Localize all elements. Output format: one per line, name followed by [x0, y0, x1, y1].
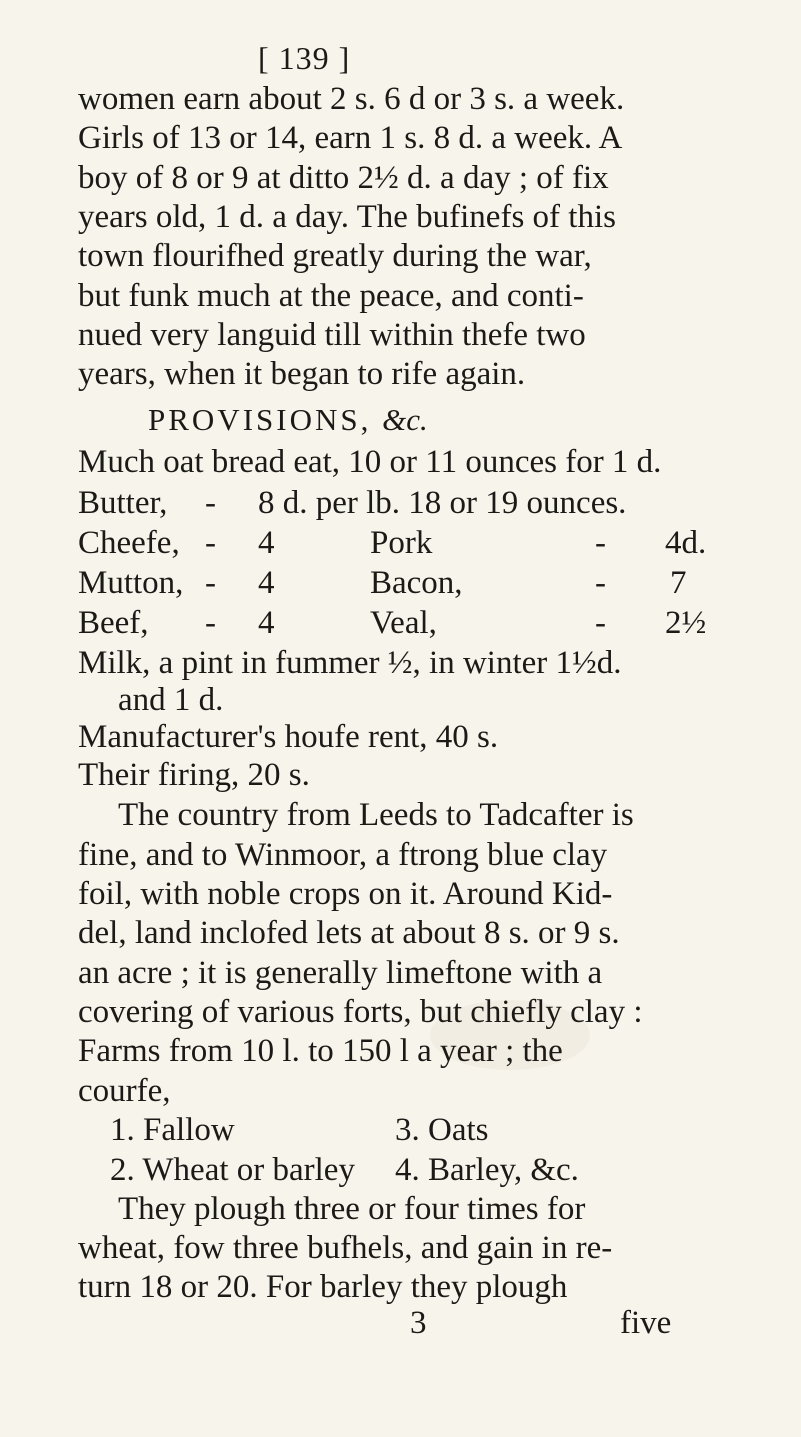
text-line: turn 18 or 20. For barley they plough [78, 1269, 568, 1305]
text-line: women earn about 2 s. 6 d or 3 s. a week. [78, 81, 625, 117]
text-line: but funk much at the peace, and conti- [78, 278, 584, 314]
text-line: Much oat bread eat, 10 or 11 ounces for 1 d. [78, 444, 662, 480]
text-line: town flourifhed greatly during the war, [78, 238, 592, 274]
price-dash: - [595, 525, 606, 561]
course-item: 3. Oats [395, 1112, 489, 1148]
price-value: 2½ [665, 605, 707, 641]
price-dash: - [205, 525, 216, 561]
page-footer [410, 1303, 671, 1343]
text-line: Their firing, 20 s. [78, 757, 310, 793]
text-line: They plough three or four times for [118, 1191, 586, 1227]
text-line: nued very languid till within thefe two [78, 317, 586, 353]
text-line: Girls of 13 or 14, earn 1 s. 8 d. a week. A [78, 120, 623, 156]
course-item: 2. Wheat or barley [110, 1152, 355, 1188]
price-dash: - [205, 565, 216, 601]
text-line: fine, and to Winmoor, a ftrong blue clay [78, 837, 608, 873]
heading-text: PROVISIONS, [148, 402, 372, 437]
section-heading [148, 400, 428, 440]
price-item: Mutton, [78, 565, 184, 601]
heading-etc: &c. [382, 402, 428, 437]
price-value: 4d. [665, 525, 707, 561]
course-item: 4. Barley, &c. [395, 1152, 579, 1188]
course-item: 1. Fallow [110, 1112, 235, 1148]
price-value: 8 d. per lb. 18 or 19 ounces. [258, 485, 627, 521]
price-value: 4 [258, 525, 275, 561]
price-value: 7 [670, 565, 687, 601]
text-line: Manufacturer's houfe rent, 40 s. [78, 719, 499, 755]
text-line: wheat, fow three bufhels, and gain in re- [78, 1230, 613, 1266]
text-line: The country from Leeds to Tadcafter is [118, 797, 634, 833]
price-item: Cheefe, [78, 525, 180, 561]
text-line: an acre ; it is generally limeftone with a [78, 955, 603, 991]
text-line: and 1 d. [118, 682, 224, 718]
text-line: courfe, [78, 1073, 171, 1109]
price-item: Pork [370, 525, 433, 561]
text-line: Farms from 10 l. to 150 l a year ; the [78, 1033, 563, 1069]
price-item: Bacon, [370, 565, 463, 601]
signature-mark: 3 [410, 1305, 427, 1341]
price-value: 4 [258, 565, 275, 601]
text-line: years old, 1 d. a day. The bufinefs of this [78, 199, 616, 235]
text-line: years, when it began to rife again. [78, 356, 526, 392]
price-value: 4 [258, 605, 275, 641]
price-dash: - [595, 605, 606, 641]
page-number: [ 139 ] [258, 40, 351, 76]
text-line: covering of various forts, but chiefly clay : [78, 994, 643, 1030]
catchword: five [620, 1305, 672, 1341]
text-line: Milk, a pint in fummer ½, in winter 1½d. [78, 645, 622, 681]
text-line: del, land inclofed lets at about 8 s. or 9 s. [78, 915, 620, 951]
text-line: foil, with noble crops on it. Around Kid- [78, 876, 613, 912]
price-dash: - [205, 485, 216, 521]
price-item: Butter, [78, 485, 168, 521]
price-dash: - [205, 605, 216, 641]
price-item: Beef, [78, 605, 149, 641]
price-item: Veal, [370, 605, 437, 641]
price-dash: - [595, 565, 606, 601]
text-line: boy of 8 or 9 at ditto 2½ d. a day ; of fix [78, 160, 609, 196]
